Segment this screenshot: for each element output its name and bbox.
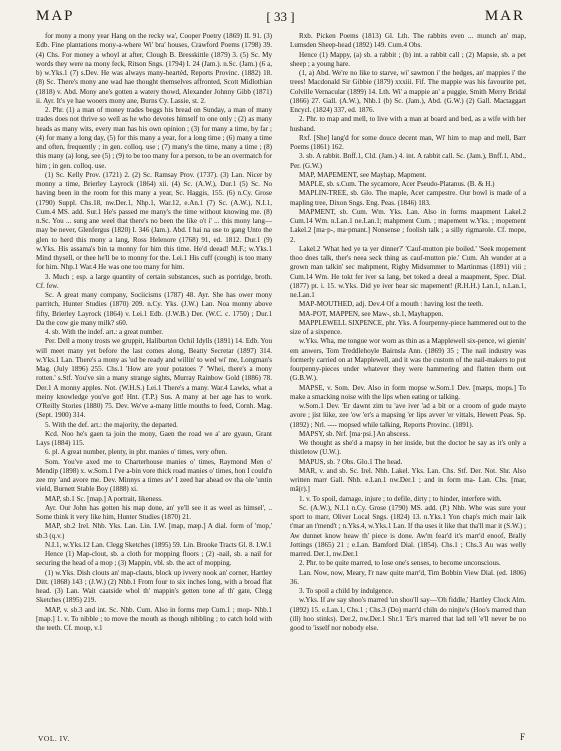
signature-mark: F	[520, 732, 526, 742]
left-column	[36, 32, 272, 740]
entry-paragraph: for mony a mony year Hang on the recky wa', Cooper Poetry (1869) II. 91. (3) Edb. Fine plantations mony-a-where Wi' bra' houses, Crawford Poems (1798) 39. (4) Chs. For money a whoyl at after, Clough B. Bresskittle (1879) 3. (5) Sc. My words they were na mony feck, Ritson Sngs. (1794) I. 24 (Jam.). n.Sc. (Jam.) (6 a, b) w.Yks.1 (7) s.Dev. He was always many-heartèd, Reports Provinc. (1882) 18. (8) Sc. There's mony ane wad hae thought themselves affronted, Scott Midlothian (1818) v. Abd. Mony ane's gotten a watery thowd, Alexander Johnny Gibb (1871) ii. Ayr. It's ye hae wooers mony ane, Burns Cy. Lassie, st. 2.	[36, 32, 272, 105]
entry-paragraph: MAPMENT, sb. Cum. Wm. Yks. Lan. Also in forms maapment Lakel.2 Cum.14 Wm. n.Lan.1 ne.Lan.1; mahpment Cum. ; mapement w.Yks. ; mopement Lakel.2 [ma·p-, ma·pmant.] Nonsense ; foolish talk ; a silly rigmarole. Cf. mope, 2.	[290, 207, 526, 244]
entry-paragraph: Per. Dell a mony trosts we gruppit, Haliburton Ochil Idylls (1891) 14. Edb. You will meet many yet before the last comes along, Beatty Secretar (1897) 314. w.Yks.1 Lan. There's a mony as 'ud be ready and willin' to wed wi' me, Longman's Mag. (July 1896) 255. Chs.1 'How are your potatoes ?' 'Whei, there's a mony rotten.' s.Stf. You've sin a many strange sights, Murray Rainbow Gold (1886) 78. Der.1 A monny apples. Not. (W.H.S.) Lei.1 There's a many. War.4 Lawks, what a meiny knowledge you've got! Hnt. (T.P.) Sus. A many at her age has to work. O'Reilly Stories (1880) 75. Dev. We've a-many little mouths to feed, Cornh. Mag. (Sept. 1900) 314.	[36, 337, 272, 420]
entry-paragraph: 2. Phr. to map and mell, to live with a man at board and bed, as a wife with her husband.	[290, 115, 526, 133]
entry-paragraph: MAP-MOUTHED, adj. Dev.4 Of a mouth : having lost the teeth.	[299, 300, 484, 309]
entry-paragraph: MAP, sb.1 Sc. [map.] A portrait, likeness.	[45, 494, 163, 503]
entry-paragraph: Lan. Now, now, Meary, I'r naw quite marr'd, Tim Bobbin View Dial. (ed. 1806) 36.	[290, 568, 526, 586]
entry-paragraph: Kcd. Noo he's gaen ta join the mony, Gaen the road we a' are gyaun, Grant Lays (1884) 115.	[36, 429, 272, 447]
entry-paragraph: Lakel.2 'What hed ye ta yer dinner?' 'Cauf-mutton pie boiled.' 'Seek mopement thoo does talk, ther's neea seck thing as cauf-mutton pie.' Cum. Ah wunder at a grown man talkin' sec mahpment, Rigby Midsummer to Martinmas (1891) viii ; Cum.14 Wm. He tokt fer iver sa lang, bet toked a deeal a maapment, Spec. Dial. (1877) pt. i. 15. w.Yks. Did ye iver hear sic mapement! (R.H.H.) Lan.1, n.Lan.1, ne.Lan.1	[290, 244, 526, 299]
entry-paragraph: N.I.1, w.Yks.12 Lan. Clegg Sketches (1895) 59. Lin. Brooke Tracts Gl. 8. I.W.1	[45, 540, 272, 549]
entry-paragraph: MAR, v. and sb. Sc. Irel. Nhb. Lakel. Yks. Lan. Chs. Stf. Der. Not. Shr. Also written marr Gall. Nhb. e.Lan.1 nw.Der.1 ; and in form ma- Lan. Chs. [mar, mā(r).]	[290, 466, 526, 494]
entry-paragraph: MAPSE, v. Som. Dev. Also in form mopse w.Som.1 Dev. [mæps, mops.] To make a smacking noise with the lips when eating or talking.	[290, 383, 526, 401]
header-right-word: MAR	[484, 8, 525, 24]
entry-paragraph: Sc. (A.W.), N.I.1 n.Cy. Grose (1790) MS. add. (P.) Nhb. Whe was sure your sport to marr, Oliver Local Sngs. (1824) 13. n.Yks.1 Yon chap's mich mair laik t'mar an t'mend't ; n.Yks.4, w.Yks.1 Lan. If tha uses it like that tha'll mar it (S.W.) ; Aw dunnet know heaw th' piece is done. Aw'm fear'd it's marr'd enoof, Brally Jottings (1865) 21 ; e.Lan. Bamford Dial. (1854). Chs.1 ; Chs.3 Au was welly marred. Der.1, nw.Der.1	[290, 503, 526, 558]
entry-paragraph: 5. With the def. art.: the majority, the departed.	[45, 420, 178, 429]
entry-paragraph: Som. You've axed me to Charterhouse manies o' times, Raymond Men o' Mendip (1898) x. w.Som.1 I've a-bin vore thick road manies o' times, hon I could'n zee my 'and avore me. Dev. Minnys a times av' I zeed har ahead ov tha ole 'untin vield, Burnett Stable Boy (1888) xi.	[36, 457, 272, 494]
entry-paragraph: Rxb. Picken Poems (1813) Gl. Lth. The rabbits even ... munch an' map, Lumsden Sheep-head (1892) 149. Cum.4 Obs.	[290, 32, 526, 50]
entry-paragraph: 2. Phr. to be quite marred, to lose one's senses, to become unconscious.	[299, 559, 501, 568]
entry-paragraph: MAPUS, sb. ? Obs. Glo.1 The head.	[299, 457, 403, 466]
entry-paragraph: 6. pl. A great number, plenty, in phr. manies o' times, very often.	[45, 448, 227, 457]
entry-paragraph: MAPSY, sb. Nrf. [ma·psi.] An abscess.	[299, 429, 411, 438]
entry-paragraph: w.Yks. Wha, me tongue wor worn as thin as a Mapplewell six-pence, wi gienin' em anwers, Tom Treddlehoyle Bairnsla Ann. (1869) 35 ; The nail industry was formerly carried on at Mapplewell, and it was the custom of the nail-makers to put fourpenny-pieces under whatever they were hammering and flatten them out (G.B.W.).	[290, 337, 526, 383]
entry-paragraph: Sc. A great many company, Sociicisms (1787) 48. Ayr. She has ower mony parritch, Hunter Studies (1870) 209. n.Cy. Yks. (J.W.) Lan. Noa monny above fifty, Brierley Layrock (1864) v. Lei.1 Edb. (J.W.B.) Der. (W.C. c. 1750) ; Dur.1 Da the cow gie many milk? s60.	[36, 291, 272, 327]
entry-paragraph: Ayr. Our John has gotten his map done, an' ye'll see it as weel as himsel', .. Some think it very like him, Hunter Studies (1870) 21.	[36, 503, 272, 521]
entry-paragraph: (1) w.Yks. Dish clouts an' map-clauts, block up ivvery nook an' corner, Hartley Ditt. (1868) 143 ; (J.W.) (2) Nhb.1 From four to six inches long, with a broad flat head. (3) Lan. Wait caatside whol th' mappin's getten tone af th' gate, Clegg Sketches (1895) 219.	[36, 568, 272, 605]
entry-paragraph: (1, a) Abd. We're no like to starve, wi' sawmon i' the hedges, an' mappies i' the trees! Macdonald Sir Gibbie (1879) xxxiii. Fif. The mappie was his favourite pet, Colville Vernacular (1899) 14. Lth. Wi' a mappie an' a puggie, Smith Merry Bridal (1866) 27. Gall. (A.W.), Nhb.1 (b) Sc. (Jam.), Abd. (G.W.) (2) Gall. Mactaggart Encycl. (1824) 337, ed. 1876.	[290, 69, 526, 114]
entry-paragraph: MAPPLEWELL SIXPENCE, phr. Yks. A fourpenny-piece hammered out to the size of a sixpence.	[290, 318, 526, 336]
entry-paragraph: 4. sb. With the indef. art.: a great number.	[45, 328, 163, 336]
volume-label: VOL. IV.	[38, 734, 70, 743]
entry-paragraph: 2. Phr. (1) a man of money trades beggs his bread on Sunday, a man of many trades does not thrive so well as he who devotes himself to one only ; (2) as many heads as many wits, every man has his own opinion ; (3) for many a time, by far ; (4) for many a long day, (5) for this many a year, for a long time ; (6) many a time and often, frequently ; in gen. colloq. use ; (7) many's the time, many a time ; (8) this many (a) long, see (5) ; (9) to be too many for a person, to be an overmatch for him ; in gen. colloq. use.	[36, 106, 272, 170]
entry-paragraph: MAPLE, sb. s.Cum. The sycamore, Acer Pseudo-Platanus. (B. & H.)	[299, 180, 495, 188]
entry-paragraph: MAP, v. sb.3 and int. Sc. Nhb. Cum. Also in forms mep Cum.1 ; mop- Nhb.1 [map.] 1. v. To nibble ; to move the mouth as though nibbling ; to catch hold with the teeth. Cf. moup, v.1	[36, 605, 272, 632]
entry-paragraph: 3. To spoil a child by indulgence.	[299, 587, 394, 595]
running-header	[36, 8, 525, 28]
entry-paragraph: Hence (1) Mappy, (a) sb. a rabbit ; (b) int. a rabbit call ; (2) Mapsie, sb. a pet sheep ; a young hare.	[290, 50, 526, 68]
right-column	[290, 32, 526, 740]
entry-paragraph: Hence (1) Map-clout, sb. a cloth for mopping floors ; (2) -nail, sb. a nail for securing the head of a mop ; (3) Mappin, vbl. sb. the act of mopping.	[36, 550, 272, 568]
page-number: [ 33 ]	[266, 9, 295, 24]
entry-paragraph: 1. v. To spoil, damage, injure ; to defile, dirty ; to hinder, interfere with.	[299, 494, 502, 503]
entry-paragraph: MA-POT, MAPPEN, see Maw-, sb.1, Mayhappen.	[299, 309, 444, 318]
entry-paragraph: w.Som.1 Dev. 'Er dawnt zim tu 'ave iver 'ad a bit or a croom of gude mayte avore ; jist lüke, zee 'ow 'er's a mapsing 'er lips avver 'er vittals, Hewett Peas. Sp. (1892) ; Nrl. ---- mopsed while talking, Reports Provinc. (1891).	[290, 402, 526, 429]
entry-paragraph: MAP, sb.2 Irel. Nhb. Yks. Lan. Lin. I.W. [map, mæp.] A dial. form of 'mop,' sb.3 (q.v.)	[36, 522, 272, 540]
entry-paragraph: We thought as she'd a mapsy in her inside, but the doctor he say as it's only a thistletow (U.W.).	[290, 439, 526, 457]
entry-paragraph: MAP, MAPEMENT, see Mayhap, Mapment.	[299, 170, 427, 179]
entry-paragraph: 3. sb. A rabbit. Bnff.1, Cld. (Jam.) 4. int. A rabbit call. Sc. (Jam.), Bnff.1, Abd., Per. (G.W.)	[290, 152, 526, 170]
header-left-word: MAP	[36, 8, 75, 24]
entry-paragraph: 3. Much ; esp. a large quantity of certain substances, such as porridge, broth. Cf. few.	[36, 272, 272, 290]
entry-paragraph: w.Yks. If aw say shoo's marred 'un shoo'll say—'Oh fiddle,' Hartley Clock Alm. (1892) 15. e.Lan.1, Chs.1 ; Chs.3 (Do) marr'd chiln do ninjte's (Hoo's marred than (ill) hoo stinks). Der.2, nw.Der.1 Shr.1 'Er's marred that lad tell 'e'll never be no good to 'isself nor nobody else.	[290, 596, 526, 632]
entry-paragraph: (1) Sc. Kelly Prov. (1721) 2. (2) Sc. Ramsay Prov. (1737). (3) Lan. Nicer by monny a time, Brierley Layrock (1864) xii. (4) Sc. (A.W.), Dur.1 (5) Sc. No having been in the room for this many a year, Sc. Haggis, 155. (6) n.Cy. Grose (1790) Suppl. Chs.18, nw.Der.1, Nhp.1, War.12, e.An.1 (7) Sc. (A.W.), N.I.1, Cum.4 MS. add. Sur.1 He's passed me many's the time without knowing me. (8) n.Sc. You ... sung ane weel that there's no been the like o't i' ... this mony lang—may be never, Glenfergus (1820) I. 346 (Jam.). Abd. I hai na use to gang Unto the glen to herd this mony a lang, Ross Helenore (1768) 91, ed. 1812. Dur.1 (9) w.Yks. His assama's bin ta monny for him this time. He'd deead! M.F.; w.Yks.1 Mind thysell, or thee he'll be to monny for the. Lei.1 His cuff (cough) is too many for him. Nhp.1 War.4 He was one too many for him.	[36, 170, 272, 272]
entry-paragraph: Rxf. [She] lang'd for some douce decent man, Wi' him to map and mell, Barr Poems (1861) 162.	[290, 133, 526, 151]
entry-paragraph: MAPLIN-TREE, sb. Glo. The maple, Acer campestre. Our bowl is made of a mapling tree, Dixon Sngs. Eng. Peas. (1846) 183.	[290, 189, 526, 207]
